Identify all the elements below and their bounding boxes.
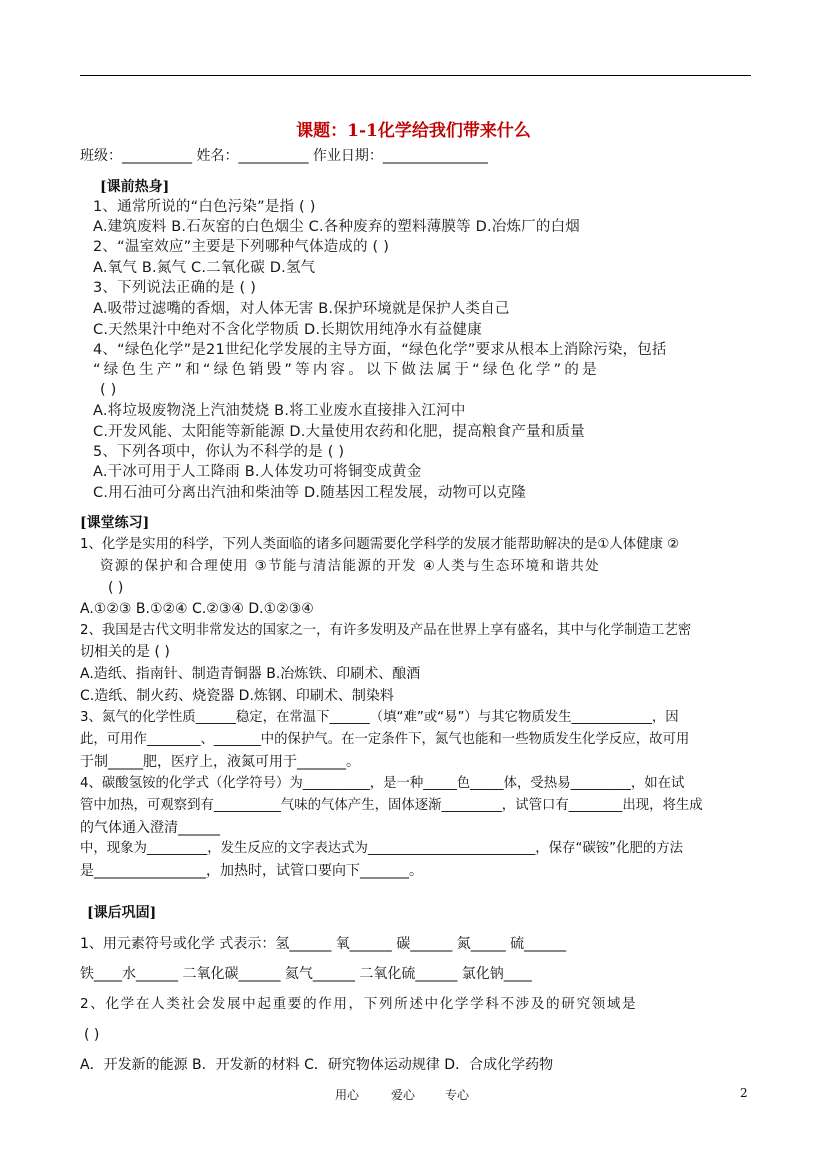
warmup-line: 4、“绿色化学”是21世纪化学发展的主导方面，“绿色化学”要求从根本上消除污染，包括 <box>93 342 667 358</box>
classroom-line: 管中加热，可观察到有__________气味的气体产生，固体逐渐_________，试管口有________出现，将生成 <box>80 798 703 813</box>
classroom-line: 资源的保护和合理使用 ③节能与清洁能源的开发 ④人类与生态环境和谐共处 <box>100 559 601 574</box>
footer-text: 爱心 <box>391 1088 416 1102</box>
classroom-line: C.造纸、制火药、烧瓷器 D.炼钢、印刷术、制染料 <box>80 688 394 704</box>
footer-text: 用心 <box>335 1088 360 1102</box>
warmup-line: A.吸带过滤嘴的香烟，对人体无害 B.保护环境就是保护人类自己 <box>93 301 510 317</box>
warmup-line: A.将垃圾废物浇上汽油焚烧 B.将工业废水直接排入江河中 <box>93 403 466 419</box>
warmup-line: C.天然果汁中绝对不含化学物质 D.长期饮用纯净水有益健康 <box>93 322 482 338</box>
classroom-line: 1、化学是实用的科学，下列人类面临的诸多问题需要化学科学的发展才能帮助解决的是①人体健康 ② <box>80 537 680 552</box>
warmup-line: ( ) <box>100 382 117 398</box>
info-line: 班级：__________ 姓名：__________ 作业日期：_______________ <box>80 148 488 164</box>
classroom-line: 切相关的是 ( ) <box>80 644 170 660</box>
after-line: 铁____水______ 二氧化碳______ 氦气______ 二氧化硫______ 氯化钠____ <box>80 966 532 982</box>
classroom-line: 于制_____肥，医疗上，液氮可用于_______。 <box>80 754 360 770</box>
classroom-line: 4、碳酸氢铵的化学式（化学符号）为__________，是一种_____色_____体，受热易_________，如在试 <box>80 776 685 791</box>
warmup-line: A.氧气 B.氮气 C.二氧化碳 D.氢气 <box>93 260 316 276</box>
warmup-line: C.用石油可分离出汽油和柴油等 D.随基因工程发展，动物可以克隆 <box>93 485 527 501</box>
after-line: 1、用元素符号或化学 式表示：氢______ 氧______ 碳______ 氮_____ 硫______ <box>80 936 567 952</box>
warmup-line: A.建筑废料 B.石灰窑的白色烟尘 C.各种废弃的塑料薄膜等 D.冶炼厂的白烟 <box>93 219 580 235</box>
header-rule <box>80 75 751 76</box>
warmup-line: A.干冰可用于人工降雨 B.人体发功可将铜变成黄金 <box>93 464 422 480</box>
warmup-line: C.开发风能、太阳能等新能源 D.大量使用农药和化肥，提高粮食产量和质量 <box>93 424 585 440</box>
section-heading-classroom: [课堂练习] <box>80 515 150 531</box>
classroom-line: ( ) <box>108 580 124 596</box>
after-line: A．开发新的能源 B．开发新的材料 C．研究物体运动规律 D．合成化学药物 <box>80 1057 554 1073</box>
classroom-line: 是________________，加热时，试管口要向下_______。 <box>80 863 423 879</box>
after-line: 2、化学在人类社会发展中起重要的作用，下列所述中化学学科不涉及的研究领域是 <box>80 996 638 1012</box>
page-title: 课题：1-1化学给我们带来什么 <box>296 121 531 141</box>
classroom-line: A.①②③ B.①②④ C.②③④ D.①②③④ <box>80 601 314 617</box>
warmup-line: 2、“温室效应”主要是下列哪种气体造成的 ( ) <box>93 239 390 255</box>
section-heading-after: [课后巩固] <box>87 905 157 921</box>
warmup-line: 5、下列各项中，你认为不科学的是 ( ) <box>93 444 345 460</box>
classroom-line: 的气体通入澄清______ <box>80 820 220 836</box>
footer-text: 专心 <box>445 1088 470 1102</box>
classroom-line: 中，现象为_________，发生反应的文字表达式为_________________________，保存“碳铵”化肥的方法 <box>80 841 684 856</box>
classroom-line: 3、氮气的化学性质______稳定，在常温下______（填“难”或“易”）与其它物质发生____________，因 <box>80 710 679 725</box>
classroom-line: 2、我国是古代文明非常发达的国家之一，有许多发明及产品在世界上享有盛名，其中与化学制造工艺密 <box>80 623 692 638</box>
section-heading-warmup: [课前热身] <box>100 179 170 195</box>
after-line: ( ) <box>84 1027 100 1043</box>
classroom-line: 此，可用作________、_______中的保护气。在一定条件下，氮气也能和一些物质发生化学反应，故可用 <box>80 732 690 747</box>
warmup-line: 3、下列说法正确的是 ( ) <box>93 280 257 296</box>
page-number: 2 <box>740 1086 748 1100</box>
warmup-line: “绿色生产”和“绿色销毁”等内容。以下做法属于“绿色化学”的是 <box>93 362 600 378</box>
warmup-line: 1、通常所说的“白色污染”是指 ( ) <box>93 199 316 215</box>
classroom-line: A.造纸、指南针、制造青铜器 B.冶炼铁、印刷术、酿酒 <box>80 666 421 682</box>
